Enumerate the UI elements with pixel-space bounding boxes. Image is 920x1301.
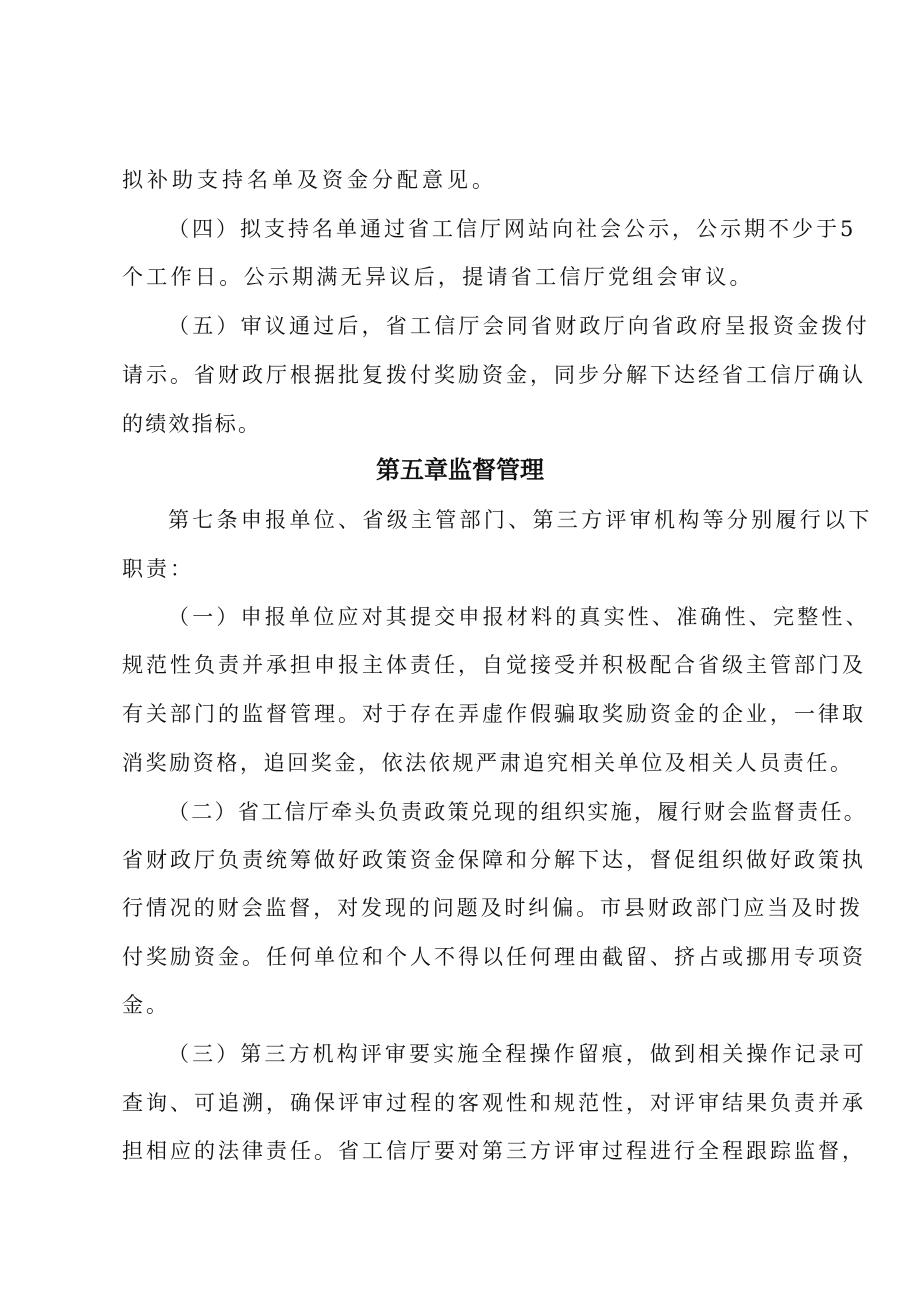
paragraph-line: 第七条申报单位、省级主管部门、第三方评审机构等分别履行以下 bbox=[168, 508, 873, 532]
paragraph-line: 个工作日。公示期满无异议后，提请省工信厅党组会审议。 bbox=[122, 265, 754, 289]
paragraph-line: 查询、可追溯，确保评审过程的客观性和规范性，对评审结果负责并承 bbox=[122, 1091, 866, 1115]
paragraph-line: 规范性负责并承担申报主体责任，自觉接受并积极配合省级主管部门及 bbox=[122, 653, 866, 677]
paragraph-line: 职责： bbox=[122, 557, 194, 581]
paragraph-line: 金。 bbox=[122, 993, 170, 1017]
paragraph-line: （三）第三方机构评审要实施全程操作留痕，做到相关操作记录可 bbox=[168, 1042, 867, 1066]
paragraph-line: （一）申报单位应对其提交申报材料的真实性、准确性、完整性、 bbox=[168, 605, 870, 629]
paragraph-line: 的绩效指标。 bbox=[122, 412, 262, 436]
paragraph-line: 担相应的法律责任。省工信厅要对第三方评审过程进行全程跟踪监督， bbox=[122, 1139, 866, 1163]
paragraph-line: 消奖励资格，追回奖金，依法依规严肃追究相关单位及相关人员责任。 bbox=[122, 751, 854, 775]
paragraph-line: 行情况的财会监督，对发现的问题及时纠偏。市县财政部门应当及时拨 bbox=[122, 896, 863, 920]
paragraph-line: 付奖励资金。任何单位和个人不得以任何理由截留、挤占或挪用专项资 bbox=[122, 945, 866, 969]
paragraph-line: （五）审议通过后，省工信厅会同省财政厅向省政府呈报资金拨付 bbox=[168, 314, 870, 338]
paragraph-line: （四）拟支持名单通过省工信厅网站向社会公示，公示期不少于5 bbox=[168, 217, 857, 241]
paragraph-line: （二）省工信厅牵头负责政策兑现的组织实施，履行财会监督责任。 bbox=[168, 800, 867, 824]
paragraph-line: 省财政厅负责统筹做好政策资金保障和分解下达，督促组织做好政策执 bbox=[122, 848, 866, 872]
paragraph-line: 拟补助支持名单及资金分配意见。 bbox=[122, 168, 497, 192]
paragraph-line: 请示。省财政厅根据批复拨付奖励资金，同步分解下达经省工信厅确认 bbox=[122, 363, 866, 387]
paragraph-line: 有关部门的监督管理。对于存在弄虚作假骗取奖励资金的企业，一律取 bbox=[122, 702, 866, 726]
chapter-heading: 第五章监督管理 bbox=[376, 456, 544, 484]
